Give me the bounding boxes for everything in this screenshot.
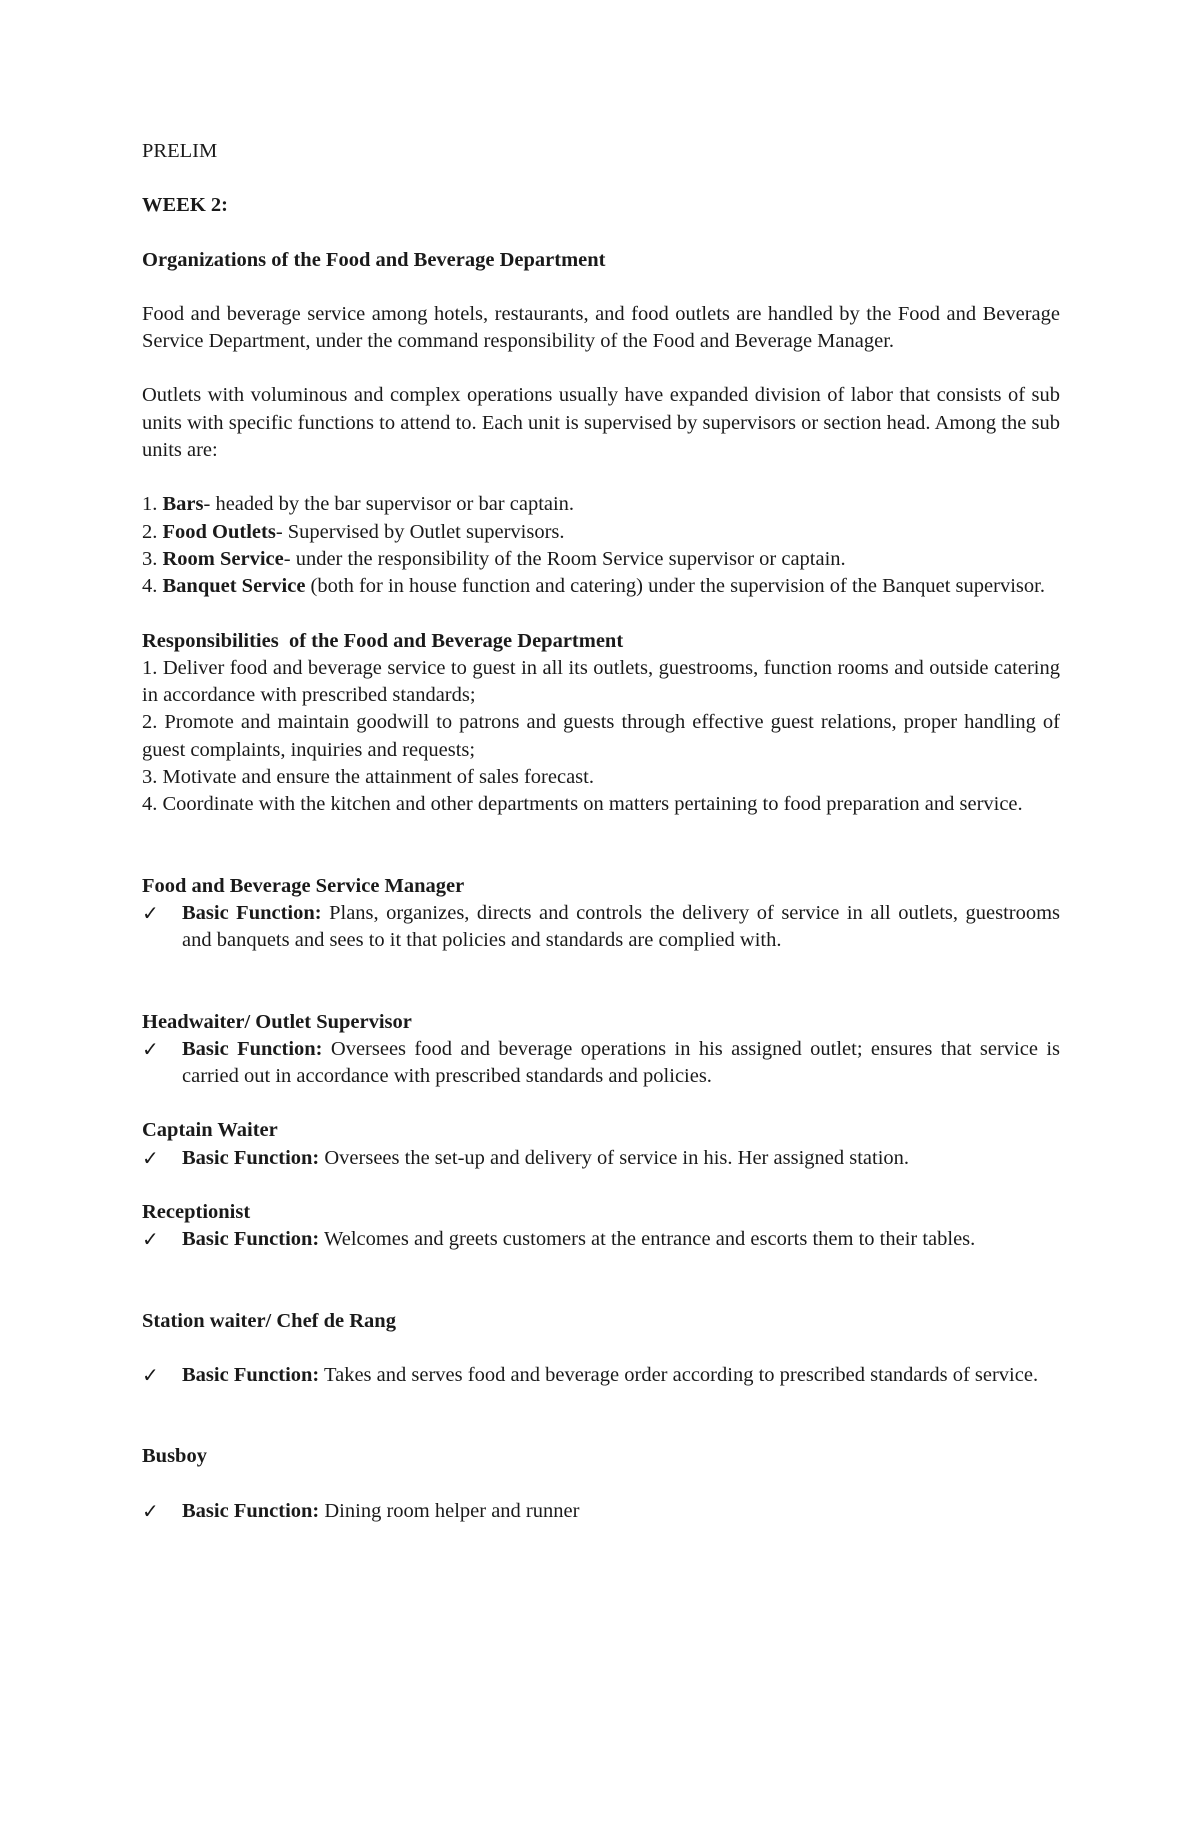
role-title	[142, 873, 1060, 900]
role-function-text: Takes and serves food and beverage order according to prescribed standards of service.	[324, 1363, 1039, 1386]
intro-paragraph: Food and beverage service among hotels, restaurants, and food outlets are handled by the Food and Beverage Service Department, under the command responsibility of the Food and Beverage Manager.	[142, 302, 1060, 353]
check-icon: ✓	[142, 1362, 159, 1387]
role-title	[142, 1199, 1060, 1226]
role-function	[142, 1226, 1060, 1253]
list-number: 3.	[142, 547, 163, 570]
list-number: 2.	[142, 520, 163, 543]
list-desc: - Supervised by Outlet supervisors.	[275, 520, 565, 543]
role-section	[142, 1009, 1060, 1091]
role-section	[142, 1117, 1060, 1172]
role-function-text: Plans, organizes, directs and controls the delivery of service in all outlets, guestrooms and banquets and sees to it that policies and standards are complied with.	[182, 901, 1061, 952]
role-function	[142, 900, 1060, 955]
role-title	[142, 1117, 1060, 1144]
role-function-text: Oversees food and beverage operations in his assigned outlet; ensures that service is carried out in accordance with prescribed standards and policies.	[182, 1037, 1061, 1088]
check-icon: ✓	[142, 1036, 159, 1061]
role-title-text: Receptionist	[142, 1201, 251, 1224]
basic-function-label: Basic Function:	[182, 1146, 320, 1169]
role-title	[142, 1308, 1060, 1335]
list-item	[142, 546, 1060, 573]
responsibilities-heading-text: Responsibilities of the Food and Beverage Department	[142, 629, 624, 652]
role-section	[142, 1199, 1060, 1254]
list-desc: - headed by the bar supervisor or bar captain.	[203, 493, 575, 516]
list-item	[142, 491, 1060, 518]
role-function-text: Dining room helper and runner	[324, 1499, 580, 1522]
role-title-text: Headwaiter/ Outlet Supervisor	[142, 1010, 412, 1033]
list-item	[142, 573, 1060, 600]
role-title-text: Captain Waiter	[142, 1119, 278, 1142]
basic-function-label: Basic Function:	[182, 1037, 323, 1060]
list-item	[142, 519, 1060, 546]
check-icon: ✓	[142, 1498, 159, 1523]
org-heading-text: Organizations of the Food and Beverage Department	[142, 248, 606, 271]
week-label	[142, 192, 1060, 219]
list-item: 4. Coordinate with the kitchen and other departments on matters pertaining to food preparation and service.	[142, 793, 1023, 816]
sub-units-list	[142, 491, 1060, 600]
role-section	[142, 873, 1060, 955]
list-desc: - under the responsibility of the Room Service supervisor or captain.	[283, 547, 846, 570]
list-number: 4.	[142, 575, 163, 598]
list-desc: (both for in house function and catering) under the supervision of the Banquet supervisor.	[305, 575, 1045, 598]
role-function-text: Welcomes and greets customers at the entrance and escorts them to their tables.	[324, 1228, 976, 1251]
list-item: 1. Deliver food and beverage service to guest in all its outlets, guestrooms, function rooms and outside catering in accordance with prescribed standards;	[142, 656, 1060, 707]
role-section	[142, 1308, 1060, 1390]
list-term: Food Outlets	[162, 520, 276, 543]
role-section	[142, 1443, 1060, 1525]
document-page	[142, 138, 1060, 1525]
check-icon: ✓	[142, 1227, 159, 1252]
check-icon: ✓	[142, 900, 159, 925]
list-term: Room Service	[162, 547, 284, 570]
week-text: WEEK 2:	[142, 194, 228, 217]
prelim-label: PRELIM	[142, 140, 218, 162]
role-title-text: Station waiter/ Chef de Rang	[142, 1309, 396, 1332]
list-term: Banquet Service	[162, 575, 306, 598]
responsibilities-heading	[142, 628, 1060, 655]
list-item: 2. Promote and maintain goodwill to patrons and guests through effective guest relations, proper handling of guest complaints, inquiries and requests;	[142, 711, 1060, 761]
role-title-text: Food and Beverage Service Manager	[142, 874, 465, 897]
basic-function-label: Basic Function:	[182, 1228, 320, 1251]
list-item: 3. Motivate and ensure the attainment of sales forecast.	[142, 766, 594, 789]
role-title	[142, 1443, 1060, 1470]
basic-function-label: Basic Function:	[182, 1363, 320, 1386]
list-term: Bars	[162, 493, 204, 516]
role-function	[142, 1145, 1060, 1172]
role-function	[142, 1498, 1060, 1525]
role-function	[142, 1036, 1060, 1091]
outlets-paragraph: Outlets with voluminous and complex operations usually have expanded division of labor that consists of sub units with specific functions to attend to. Each unit is supervised by supervisors or section head. Among the sub units are:	[142, 384, 1060, 462]
role-function-text: Oversees the set-up and delivery of service in his. Her assigned station.	[324, 1146, 910, 1169]
role-function	[142, 1362, 1060, 1389]
org-heading	[142, 247, 1060, 274]
basic-function-label: Basic Function:	[182, 901, 322, 924]
basic-function-label: Basic Function:	[182, 1499, 320, 1522]
check-icon: ✓	[142, 1145, 159, 1170]
responsibilities-list	[142, 655, 1060, 819]
list-number: 1.	[142, 493, 163, 516]
role-title	[142, 1009, 1060, 1036]
role-title-text: Busboy	[142, 1445, 207, 1468]
